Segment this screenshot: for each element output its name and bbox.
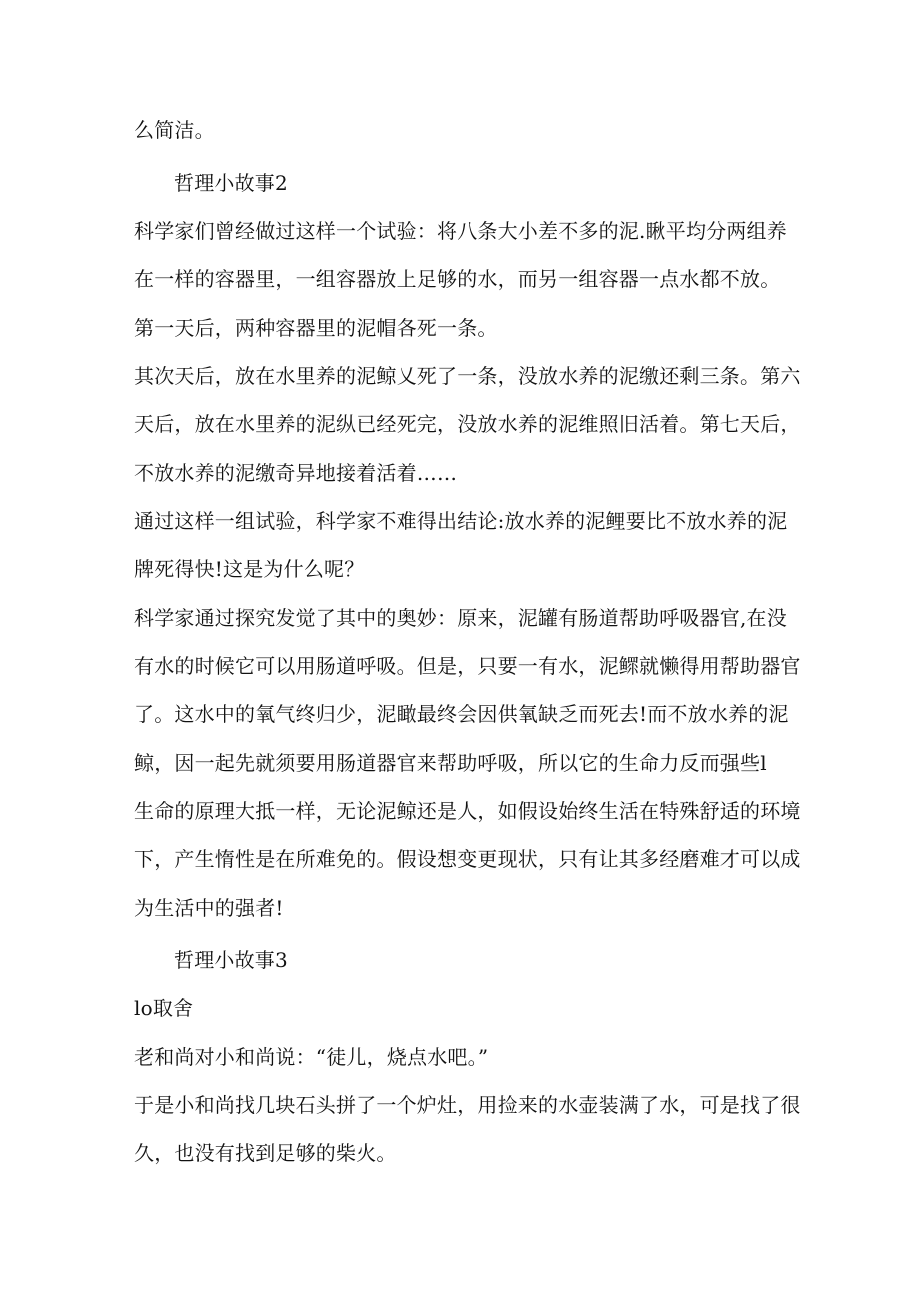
paragraph-line: 在一样的容器里，一组容器放上足够的水，而另一组容器一点水都不放。 xyxy=(134,267,781,291)
paragraph-line: 了。这水中的氧气终归少，泥瞰最终会因供氧缺乏而死去!而不放水养的泥 xyxy=(134,702,789,726)
paragraph-line: 牌死得快!这是为什么呢？ xyxy=(134,557,365,581)
subheading: lo取舍 xyxy=(134,996,194,1020)
paragraph-line: 第一天后，两种容器里的泥帽各死一条。 xyxy=(134,316,498,340)
paragraph-line: 不放水养的泥缴奇异地接着活着…… xyxy=(134,461,458,485)
paragraph-line: 科学家通过探究发觉了其中的奥妙：原来，泥罐有肠道帮助呼吸器官,在没 xyxy=(134,606,787,630)
section-heading: 哲理小故事2 xyxy=(174,171,288,195)
paragraph-line: 久，也没有找到足够的柴火。 xyxy=(134,1141,397,1165)
paragraph-line: 天后，放在水里养的泥纵已经死完，没放水养的泥维照旧活着。第七天后， xyxy=(134,412,801,436)
paragraph-line: 有水的时候它可以用肠道呼吸。但是，只要一有水，泥鳏就懒得用帮助器官 xyxy=(134,654,801,678)
section-heading: 哲理小故事3 xyxy=(174,948,288,972)
paragraph-line: 生命的原理大抵一样，无论泥鲸还是人，如假设始终生活在特殊舒适的环境 xyxy=(134,799,801,823)
paragraph-line: 科学家们曾经做过这样一个试验：将八条大小差不多的泥.瞅平均分两组养 xyxy=(134,219,787,243)
paragraph-line: 为生活中的强者! xyxy=(134,896,284,920)
paragraph-line: 其次天后，放在水里养的泥鲸乂死了一条，没放水养的泥缴还剩三条。第六 xyxy=(134,364,801,388)
paragraph-line: 老和尚对小和尚说：“徒儿，烧点水吧。” xyxy=(134,1045,489,1069)
paragraph-line: 下，产生惰性是在所难免的。假设想变更现状，只有让其多经磨难才可以成 xyxy=(134,847,801,871)
paragraph-line: 通过这样一组试验，科学家不难得出结论:放水养的泥鲤要比不放水养的泥 xyxy=(134,509,788,533)
paragraph-line: 于是小和尚找几块石头拼了一个炉灶，用捡来的水壶装满了水，可是找了很 xyxy=(134,1093,801,1117)
paragraph-line: 么简洁。 xyxy=(134,118,215,142)
paragraph-line: 鲸，因一起先就须要用肠道器官来帮助呼吸，所以它的生命力反而强些l xyxy=(134,751,767,775)
